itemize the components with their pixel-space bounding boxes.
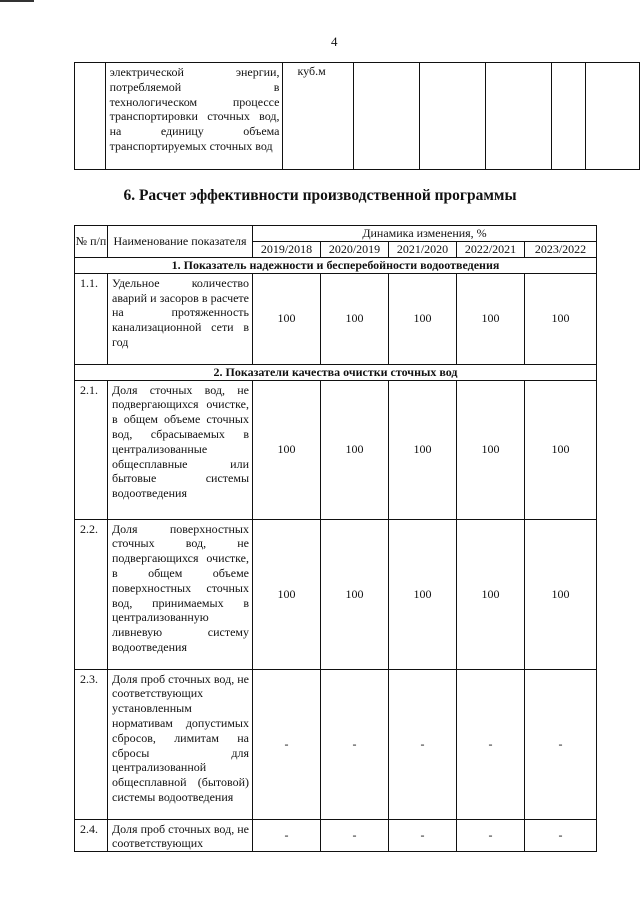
continued-empty-cell: [486, 63, 552, 170]
value-cell: 100: [457, 519, 525, 669]
continued-empty-cell: [552, 63, 586, 170]
row-number: 2.3.: [75, 669, 108, 819]
value-cell: 100: [253, 519, 321, 669]
value-cell: -: [389, 669, 457, 819]
section-header: 1. Показатель надежности и бесперебойности водоотведения: [75, 258, 597, 274]
indicator-name: Удельное количество аварий и засоров в расчете на протяженность канализационной сети в год: [108, 273, 253, 364]
value-cell: -: [321, 819, 389, 852]
value-cell: 100: [457, 273, 525, 364]
row-number: 1.1.: [75, 273, 108, 364]
value-cell: -: [525, 819, 597, 852]
header-year: 2020/2019: [321, 242, 389, 258]
value-cell: 100: [321, 519, 389, 669]
indicator-name: Доля сточных вод, не подвергающихся очистке, в общем объеме сточных вод, сбрасываемых в централизованные общесплавные или бытовые системы водоотведения: [108, 380, 253, 519]
section-header: 2. Показатели качества очистки сточных вод: [75, 364, 597, 380]
continued-empty-cell: [420, 63, 486, 170]
header-year: 2019/2018: [253, 242, 321, 258]
continued-empty-cell: [354, 63, 420, 170]
value-cell: 100: [457, 380, 525, 519]
row-number: 2.2.: [75, 519, 108, 669]
value-cell: 100: [253, 273, 321, 364]
value-cell: 100: [321, 273, 389, 364]
header-dynamics: Динамика изменения, %: [253, 226, 597, 242]
header-num: № п/п: [75, 226, 108, 258]
value-cell: -: [253, 669, 321, 819]
value-cell: -: [253, 819, 321, 852]
header-year: 2023/2022: [525, 242, 597, 258]
efficiency-table: [74, 225, 597, 852]
value-cell: 100: [253, 380, 321, 519]
continued-description: электрической энергии, потребляемой в технологическом процессе транспортировки сточных вод, на единицу объема транспортируемых сточных вод: [105, 63, 283, 170]
value-cell: 100: [389, 380, 457, 519]
header-year: 2021/2020: [389, 242, 457, 258]
row-number: 2.4.: [75, 819, 108, 852]
value-cell: -: [525, 669, 597, 819]
continued-empty-cell: [585, 63, 639, 170]
value-cell: -: [389, 819, 457, 852]
continued-table: [74, 62, 640, 170]
value-cell: 100: [389, 519, 457, 669]
header-name: Наименование показателя: [108, 226, 253, 258]
value-cell: 100: [525, 273, 597, 364]
value-cell: -: [457, 819, 525, 852]
section-title: 6. Расчет эффективности производственной программы: [123, 187, 517, 204]
indicator-name: Доля поверхностных сточных вод, не подвергающихся очистке, в общем объеме поверхностных сточных вод, принимаемых в централизованную ливневую систему водоотведения: [108, 519, 253, 669]
value-cell: 100: [525, 380, 597, 519]
continued-unit: куб.м: [283, 63, 354, 170]
indicator-name: Доля проб сточных вод, не соответствующих установленным нормативам допустимых сбросов, лимитам на сбросы для централизованной общесплавной (бытовой) системы водоотведения: [108, 669, 253, 819]
row-number: 2.1.: [75, 380, 108, 519]
continued-num-cell: [75, 63, 106, 170]
scan-edge-mark: [0, 0, 34, 2]
value-cell: -: [321, 669, 389, 819]
page-number: 4: [331, 34, 338, 49]
value-cell: 100: [525, 519, 597, 669]
header-year: 2022/2021: [457, 242, 525, 258]
value-cell: -: [457, 669, 525, 819]
value-cell: 100: [389, 273, 457, 364]
indicator-name: Доля проб сточных вод, не соответствующих: [108, 819, 253, 852]
value-cell: 100: [321, 380, 389, 519]
